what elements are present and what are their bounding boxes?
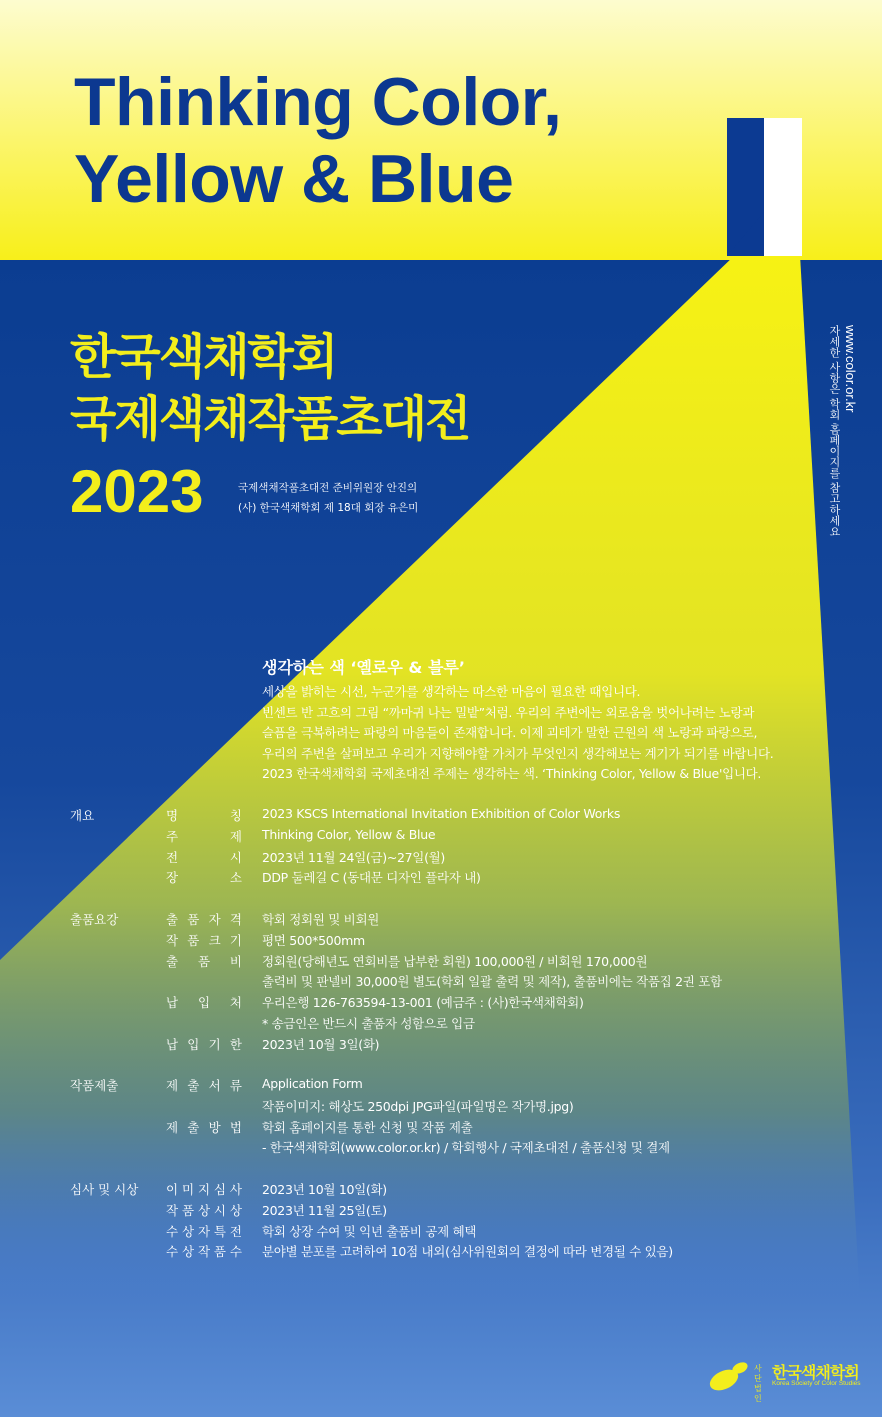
info-row bbox=[166, 1201, 882, 1221]
row-key bbox=[166, 868, 242, 886]
row-value: 작품이미지: 해상도 250dpi JPG파일(파일명은 작가명.jpg) bbox=[262, 1098, 574, 1114]
credit-line: 국제색채작품초대전 준비위원장 안진의 bbox=[238, 482, 418, 494]
row-key-char: 처 bbox=[229, 995, 242, 1011]
row-key-char: 칭 bbox=[229, 808, 242, 823]
row-value: 학회 홈페이지를 통한 신청 및 작품 제출 bbox=[262, 1119, 473, 1135]
section-label: 개요 bbox=[70, 808, 95, 823]
info-row bbox=[166, 827, 882, 847]
row-key-char: 납 bbox=[166, 1036, 179, 1052]
row-key-char: 심 bbox=[213, 1182, 226, 1197]
row-key-char: 상 bbox=[197, 1202, 211, 1218]
section-label: 심사 및 시상 bbox=[70, 1182, 139, 1197]
row-value: 출력비 및 판넬비 30,000원 별도(학회 일괄 출력 및 제작), 출품비에는 작품집 2권 포함 bbox=[262, 974, 722, 990]
section-label: 작품제출 bbox=[70, 1078, 119, 1093]
intro-line: 우리의 주변을 살펴보고 우리가 지향해야할 가치가 무엇인지 생각해보는 계기가 되기를 바랍니다. bbox=[262, 745, 774, 761]
section-label: 출품요강 bbox=[70, 912, 119, 927]
row-key-char: 류 bbox=[229, 1078, 242, 1093]
row-key-char: 출 bbox=[166, 953, 179, 969]
info-row bbox=[166, 972, 882, 992]
row-key-char: 주 bbox=[166, 828, 179, 844]
row-value: Thinking Color, Yellow & Blue bbox=[262, 826, 436, 842]
row-key-char: 수 bbox=[166, 1244, 179, 1260]
row-key-char: 방 bbox=[208, 1119, 221, 1135]
row-key-char: 납 bbox=[166, 995, 179, 1011]
title-korean-line1: 한국색채학회 bbox=[70, 329, 337, 385]
logo-prefix bbox=[754, 1364, 768, 1404]
info-row bbox=[166, 1076, 882, 1096]
row-key-char: 특 bbox=[213, 1223, 226, 1239]
info-row bbox=[166, 1118, 882, 1138]
society-logo bbox=[708, 1358, 861, 1403]
info-row bbox=[166, 848, 882, 868]
row-key bbox=[166, 1118, 242, 1136]
row-key bbox=[166, 1180, 242, 1198]
row-key-char: 수 bbox=[166, 1223, 179, 1239]
info-row bbox=[166, 868, 882, 888]
logo-name-korean: 한국색채학회 bbox=[772, 1363, 859, 1382]
row-value: 학회 상장 수여 및 익년 출품비 공제 혜택 bbox=[262, 1223, 477, 1239]
row-value: Application Form bbox=[262, 1076, 363, 1091]
row-key-char: 품 bbox=[187, 932, 200, 948]
row-key-char: 입 bbox=[197, 995, 211, 1011]
row-key-char: 작 bbox=[166, 932, 179, 948]
row-key-char: 출 bbox=[166, 912, 179, 927]
row-value: - 한국색채학회(www.color.or.kr) / 학회행사 / 국제초대전 / 출품신청 및 결제 bbox=[262, 1140, 670, 1156]
row-key-char: 품 bbox=[187, 912, 200, 927]
credits bbox=[238, 478, 418, 518]
row-key bbox=[166, 827, 242, 845]
row-value: * 송금인은 반드시 출품자 성함으로 입금 bbox=[262, 1016, 475, 1031]
logo-prefix-line2: 법인 bbox=[754, 1384, 762, 1403]
row-key bbox=[166, 806, 242, 824]
row-key-char: 소 bbox=[229, 870, 242, 886]
row-key bbox=[166, 1035, 242, 1053]
info-row bbox=[166, 1138, 882, 1158]
row-key-char: 자 bbox=[208, 912, 221, 927]
row-key-char: 시 bbox=[229, 849, 242, 865]
row-key bbox=[166, 1242, 242, 1260]
row-key-char: 품 bbox=[213, 1244, 226, 1260]
logo-name-english: Korea Society of Color Studies bbox=[772, 1380, 861, 1387]
row-key-char: 비 bbox=[229, 953, 242, 969]
info-row bbox=[166, 1180, 882, 1200]
info-row bbox=[166, 952, 882, 972]
info-row bbox=[166, 1035, 882, 1055]
row-key-char: 격 bbox=[229, 912, 242, 927]
row-key-char: 입 bbox=[187, 1036, 200, 1052]
row-key-char: 상 bbox=[229, 1202, 242, 1218]
info-row bbox=[166, 1242, 882, 1262]
side-note-url: www.color.or.kr bbox=[843, 325, 858, 413]
lamp-white-block bbox=[764, 118, 802, 256]
logo-mark-icon bbox=[708, 1358, 752, 1394]
row-key-char: 수 bbox=[229, 1244, 242, 1260]
info-row bbox=[166, 931, 882, 951]
row-value: 2023년 10월 3일(화) bbox=[262, 1036, 380, 1052]
row-key-char: 기 bbox=[229, 932, 242, 948]
title-korean-line2: 국제색채작품초대전 bbox=[70, 391, 470, 447]
row-value: DDP 둘레길 C (동대문 디자인 플라자 내) bbox=[262, 870, 481, 886]
row-key-char: 상 bbox=[181, 1223, 195, 1239]
row-key bbox=[166, 993, 242, 1011]
row-key bbox=[166, 952, 242, 970]
row-key-char: 출 bbox=[187, 1119, 200, 1135]
info-row bbox=[166, 1097, 882, 1117]
row-key-char: 제 bbox=[166, 1119, 179, 1135]
title-korean bbox=[70, 326, 469, 450]
row-key-char: 품 bbox=[197, 953, 211, 969]
row-key-char: 시 bbox=[213, 1202, 226, 1218]
row-key bbox=[166, 848, 242, 866]
row-key-char: 출 bbox=[187, 1078, 200, 1093]
info-row bbox=[166, 993, 882, 1013]
row-key-char: 전 bbox=[229, 1223, 242, 1239]
info-row bbox=[166, 910, 882, 930]
title-english bbox=[74, 64, 561, 218]
row-key-char: 상 bbox=[181, 1244, 195, 1260]
row-key bbox=[166, 931, 242, 949]
row-value: 2023년 11월 25일(토) bbox=[262, 1202, 387, 1218]
row-key-char: 제 bbox=[166, 1078, 179, 1093]
row-value: 우리은행 126-763594-13-001 (예금주 : (사)한국색채학회) bbox=[262, 995, 584, 1011]
intro-line: 2023 한국색채학회 국제초대전 주제는 생각하는 색. ‘Thinking Color, Yellow & Blue'입니다. bbox=[262, 766, 762, 782]
row-value: 정회원(당해년도 연회비를 납부한 회원) 100,000원 / 비회원 170,000원 bbox=[262, 953, 648, 969]
row-key bbox=[166, 1222, 242, 1240]
row-key bbox=[166, 1201, 242, 1219]
row-key-char: 장 bbox=[166, 870, 179, 886]
info-row bbox=[166, 806, 882, 826]
intro-line: 슬픔을 극복하려는 파랑의 마음들이 존재합니다. 이제 괴테가 말한 근원의 색 노랑과 파랑으로, bbox=[262, 725, 758, 741]
info-row bbox=[166, 1014, 882, 1034]
title-english-line1: Thinking Color, bbox=[74, 64, 562, 140]
row-key-char: 기 bbox=[208, 1036, 221, 1052]
credit-line: (사) 한국색채학회 제 18대 회장 유은미 bbox=[238, 502, 419, 514]
intro-line: 빈센트 반 고흐의 그림 “까마귀 나는 밀밭”처럼. 우리의 주변에는 외로움을 벗어나려는 노랑과 bbox=[262, 704, 755, 720]
side-note-text: 자세한 사항은 학회 홈페이지를 참고하세요 bbox=[828, 325, 841, 537]
title-english-line2: Yellow & Blue bbox=[74, 141, 514, 217]
row-key-char: 사 bbox=[229, 1182, 242, 1197]
row-key-char: 지 bbox=[197, 1182, 211, 1197]
row-key bbox=[166, 1076, 242, 1094]
side-note bbox=[826, 325, 858, 537]
info-row bbox=[166, 1222, 882, 1242]
row-key-char: 전 bbox=[166, 849, 179, 865]
row-key-char: 크 bbox=[208, 932, 221, 948]
row-value: 2023 KSCS International Invitation Exhibition of Color Works bbox=[262, 806, 621, 821]
row-value: 2023년 11월 24일(금)~27일(월) bbox=[262, 849, 446, 865]
row-key-char: 서 bbox=[208, 1078, 221, 1093]
row-value: 2023년 10월 10일(화) bbox=[262, 1182, 387, 1197]
row-key-char: 이 bbox=[166, 1182, 179, 1197]
row-value: 학회 정회원 및 비회원 bbox=[262, 912, 379, 927]
row-value: 평면 500*500mm bbox=[262, 932, 365, 948]
row-key-char: 미 bbox=[181, 1182, 195, 1197]
row-value: 분야별 분포를 고려하여 10점 내외(심사위원회의 결정에 따라 변경될 수 있음) bbox=[262, 1244, 673, 1260]
row-key-char: 제 bbox=[229, 828, 242, 844]
row-key-char: 명 bbox=[166, 808, 179, 823]
row-key-char: 작 bbox=[197, 1244, 211, 1260]
row-key bbox=[166, 910, 242, 928]
row-key-char: 한 bbox=[229, 1036, 242, 1052]
row-key-char: 자 bbox=[197, 1223, 211, 1239]
year-label: 2023 bbox=[70, 458, 204, 525]
intro-block bbox=[262, 655, 842, 785]
logo-prefix-line1: 사단 bbox=[754, 1364, 762, 1383]
intro-line: 세상을 밝히는 시선, 누군가를 생각하는 따스한 마음이 필요한 때입니다. bbox=[262, 684, 641, 699]
row-key-char: 법 bbox=[229, 1119, 242, 1135]
intro-title: 생각하는 색 ‘옐로우 & 블루’ bbox=[262, 658, 465, 677]
row-key-char: 품 bbox=[181, 1202, 195, 1218]
row-key-char: 작 bbox=[166, 1202, 179, 1218]
